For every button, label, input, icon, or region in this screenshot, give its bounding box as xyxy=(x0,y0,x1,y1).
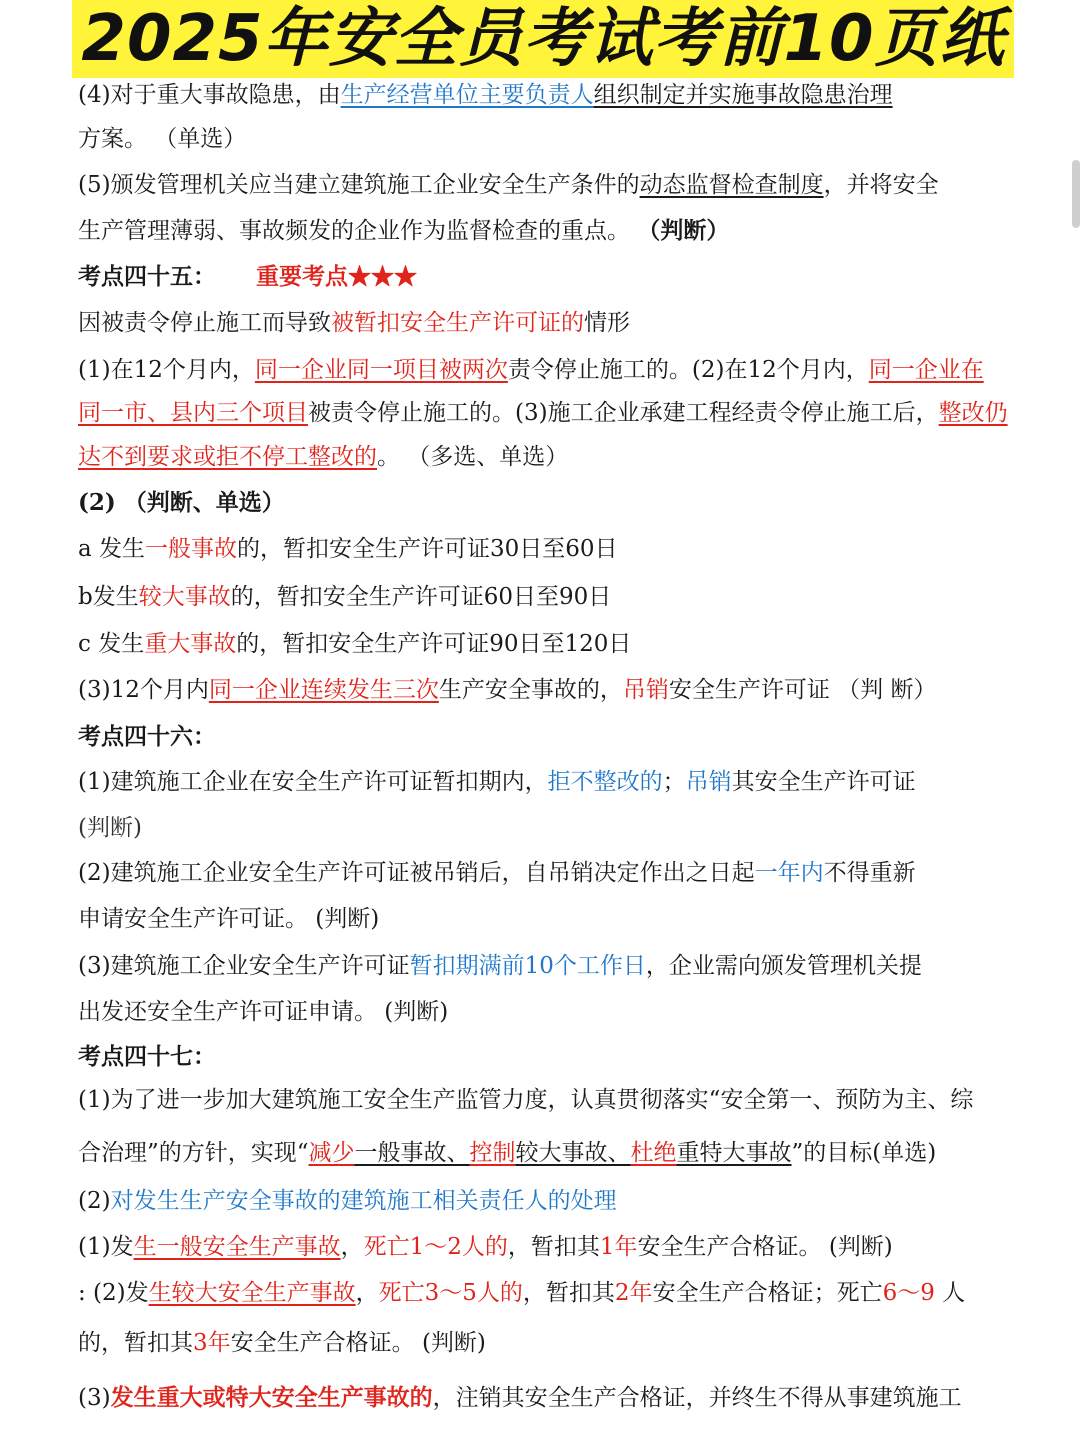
text-line: (2)建筑施工企业安全生产许可证被吊销后，自吊销决定作出之日起一年内不得重新 xyxy=(78,860,916,886)
text-line: : (2)发生较大安全生产事故，死亡3～5人的，暂扣其2年安全生产合格证；死亡6～9 人 xyxy=(78,1280,966,1306)
text-line: 达不到要求或拒不停工整改的。 （多选、单选） xyxy=(78,444,569,470)
text-line: 申请安全生产许可证。 (判断) xyxy=(78,906,380,932)
text-line: (3)12个月内同一企业连续发生三次生产安全事故的，吊销安全生产许可证 （判 断） xyxy=(78,677,937,703)
text-line: 合治理”的方针，实现“减少一般事故、控制较大事故、杜绝重特大事故”的目标(单选) xyxy=(78,1140,937,1166)
scrollbar-thumb[interactable] xyxy=(1072,160,1080,228)
text-line: 出发还安全生产许可证申请。 (判断) xyxy=(78,999,449,1025)
section-heading: 考点四十六： xyxy=(78,723,216,750)
text-line: (1)为了进一步加大建筑施工安全生产监管力度，认真贯彻落实“安全第一、预防为主、综 xyxy=(78,1087,974,1113)
text-line: (2) （判断、单选） xyxy=(78,489,285,516)
section-heading: 考点四十五： 重要考点★★★ xyxy=(78,263,417,290)
text-line: 因被责令停止施工而导致被暂扣安全生产许可证的情形 xyxy=(78,310,630,336)
text-line: 生产管理薄弱、事故频发的企业作为监督检查的重点。 （判断） xyxy=(78,217,730,244)
text-line: (5)颁发管理机关应当建立建筑施工企业安全生产条件的动态监督检查制度，并将安全 xyxy=(78,172,939,198)
text-line: b发生较大事故的，暂扣安全生产许可证60日至90日 xyxy=(78,584,612,610)
text-line: a 发生一般事故的，暂扣安全生产许可证30日至60日 xyxy=(78,536,618,562)
page-title: 2025年安全员考试考前10页纸 xyxy=(81,2,1005,76)
text-line: 的，暂扣其3年安全生产合格证。 (判断) xyxy=(78,1330,486,1356)
text-line: (1)在12个月内，同一企业同一项目被两次责令停止施工的。(2)在12个月内，同一企业在 xyxy=(78,357,984,383)
text-line: (1)发生一般安全生产事故，死亡1～2人的，暂扣其1年安全生产合格证。 (判断) xyxy=(78,1234,893,1260)
text-line: (判断) xyxy=(78,815,142,841)
text-line: (3)发生重大或特大安全生产事故的，注销其安全生产合格证，并终生不得从事建筑施工 xyxy=(78,1384,962,1411)
text-line: c 发生重大事故的，暂扣安全生产许可证90日至120日 xyxy=(78,631,632,657)
title-banner xyxy=(72,0,1014,78)
section-heading: 考点四十七： xyxy=(78,1043,216,1070)
text-line: 方案。 （单选） xyxy=(78,126,247,152)
text-line: (1)建筑施工企业在安全生产许可证暂扣期内，拒不整改的；吊销其安全生产许可证 xyxy=(78,769,916,795)
text-line: (3)建筑施工企业安全生产许可证暂扣期满前10个工作日，企业需向颁发管理机关提 xyxy=(78,953,922,979)
text-line: 同一市、县内三个项目被责令停止施工的。(3)施工企业承建工程经责令停止施工后，整改仍 xyxy=(78,400,1008,426)
text-line: (2)对发生生产安全事故的建筑施工相关责任人的处理 xyxy=(78,1188,617,1214)
text-line: (4)对于重大事故隐患，由生产经营单位主要负责人组织制定并实施事故隐患治理 xyxy=(78,82,893,108)
